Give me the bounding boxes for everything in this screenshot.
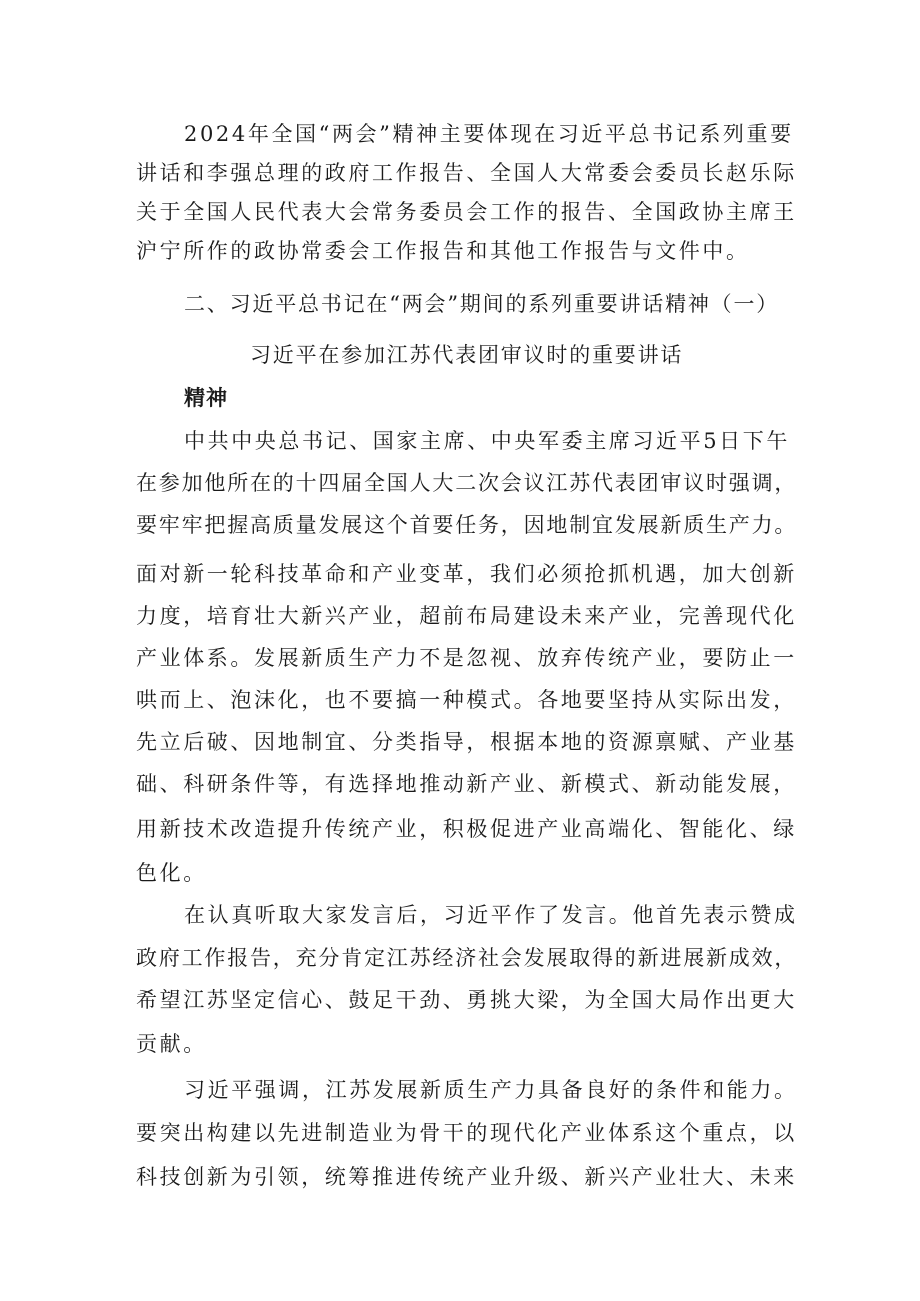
section-heading-line-1: 二、习近平总书记在“两会”期间的系列重要讲话精神（一） [184,292,780,316]
paragraph3-line-3: 科技创新为引领，统筹推进传统产业升级、新兴产业壮大、未来 [136,1165,797,1189]
intro-line-1: 2024年全国“两会”精神主要体现在习近平总书记系列重要 [184,122,794,146]
paragraph1-line-4: 面对新一轮科技革命和产业变革，我们必须抢抓机遇，加大创新 [136,562,797,586]
intro-line-3: 关于全国人民代表大会常务委员会工作的报告、全国政协主席王 [136,200,797,224]
paragraph1-line-5: 力度，培育壮大新兴产业，超前布局建设未来产业，完善现代化 [136,604,797,628]
intro-line-4: 沪宁所作的政协常委会工作报告和其他工作报告与文件中。 [136,239,750,263]
subheading: 精神 [184,386,228,410]
paragraph2-line-2: 政府工作报告，充分肯定江苏经济社会发展取得的新进展新成效， [136,946,798,970]
paragraph1-line-6: 产业体系。发展新质生产力不是忽视、放弃传统产业，要防止一 [136,646,797,670]
paragraph1-line-2: 在参加他所在的十四届全国人大二次会议江苏代表团审议时强调， [136,471,798,495]
paragraph1-line-10: 用新技术改造提升传统产业，积极促进产业高端化、智能化、绿 [136,817,797,841]
paragraph3-line-1: 习近平强调，江苏发展新质生产力具备良好的条件和能力。 [184,1078,798,1102]
paragraph1-line-8: 先立后破、因地制宜、分类指导，根据本地的资源禀赋、产业基 [136,730,797,754]
paragraph1-line-1: 中共中央总书记、国家主席、中央军委主席习近平5日下午 [184,429,790,453]
intro-line-2: 讲话和李强总理的政府工作报告、全国人大常委会委员长赵乐际 [136,161,797,185]
paragraph2-line-1: 在认真听取大家发言后，习近平作了发言。他首先表示赞成 [184,903,798,927]
paragraph2-line-4: 贡献。 [136,1032,207,1056]
paragraph2-line-3: 希望江苏坚定信心、鼓足干劲、勇挑大梁，为全国大局作出更大 [136,988,797,1012]
paragraph1-line-3: 要牢牢把握高质量发展这个首要任务，因地制宜发展新质生产力。 [136,513,798,537]
paragraph3-line-2: 要突出构建以先进制造业为骨干的现代化产业体系这个重点，以 [136,1121,797,1145]
section-heading-line-2: 习近平在参加江苏代表团审议时的重要讲话 [250,343,684,367]
paragraph1-line-11: 色化。 [136,861,207,885]
paragraph1-line-7: 哄而上、泡沫化，也不要搞一种模式。各地要坚持从实际出发， [136,688,797,712]
paragraph1-line-9: 础、科研条件等，有选择地推动新产业、新模式、新动能发展， [136,772,797,796]
